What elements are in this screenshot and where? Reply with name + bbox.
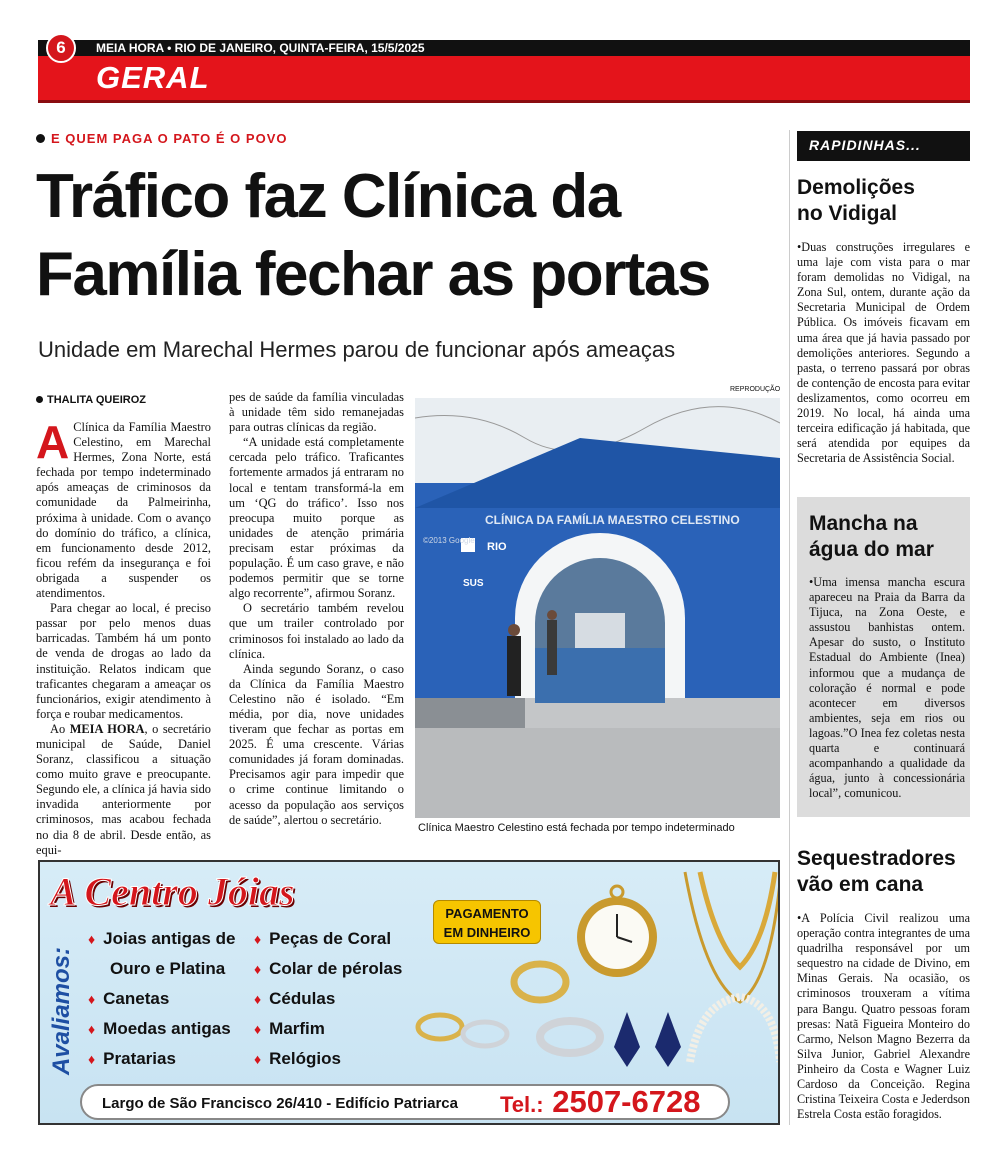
sidebar-item-body: •Uma imensa mancha escura apareceu na Praia da Barra da Tijuca, na Zona Oeste, e assustou banhistas ontem. Apesar do susto, o Instituto Estadual do Ambiente (Inea) informou que a mudança de coloração é normal e pode acontecer em diversos ambientes, seja em rios ou lagoas.”O Inea fez coletas nesta quarta e continuará acompanhando a qualidade da água, junto à concessionária local”, comunicou. (809, 575, 965, 801)
list-item-text: Cédulas (269, 989, 336, 1008)
bullet-icon (36, 134, 45, 143)
section-title: GERAL (96, 60, 210, 95)
list-item (88, 954, 235, 984)
sidebar-item-title (797, 175, 915, 227)
payment-line: PAGAMENTO (445, 906, 529, 921)
list-item-text: Pratarias (103, 1049, 176, 1068)
sidebar-tag: RAPIDINHAS... (797, 131, 970, 161)
ad-footer (80, 1084, 730, 1120)
article-paragraph: “A unidade está completamente cercada pelo tráfico. Traficantes fortemente armados já entraram no local e tentam transformá-la em um ‘QG do tráfico’. Isso nos preocupa muito porque as unidades de atenção primária precisam estar próximas da população. É um caso grave, e não podemos permitir que se torne algo recorrente”, afirmou Soranz. (229, 435, 404, 601)
phone-number: 2507-6728 (552, 1084, 701, 1119)
title-line: Sequestradores (797, 847, 956, 870)
ad-vertical-label: Avaliamos: (48, 946, 76, 1076)
photo-credit: REPRODUÇÃO (730, 386, 781, 393)
sidebar-item-title (809, 511, 934, 563)
list-item-text: Ouro e Platina (110, 959, 226, 978)
headline (36, 158, 786, 314)
ad-list-left (88, 924, 235, 1074)
photo-caption: Clínica Maestro Celestino está fechada por tempo indeterminado (418, 822, 735, 834)
title-line: Mancha na (809, 512, 918, 535)
byline (36, 394, 146, 406)
sus-logo-text: SUS (463, 578, 484, 589)
clinic-facade-illustration (415, 398, 780, 818)
sidebar-item-title (797, 846, 956, 898)
title-line: vão em cana (797, 873, 924, 896)
jewelry-illustration (370, 862, 780, 1084)
diamond-bullet-icon: ♦ (88, 991, 96, 1007)
brand-name: MEIA HORA (96, 41, 164, 55)
list-item-text: Colar de pérolas (269, 959, 403, 978)
map-watermark: ©2013 Google (423, 536, 475, 545)
ad-address: Largo de São Francisco 26/410 - Edifício Patriarca (102, 1095, 458, 1112)
kicker-text: E QUEM PAGA O PATO É O POVO (51, 131, 288, 146)
dateline: • RIO DE JANEIRO, QUINTA-FEIRA, 15/5/2025 (167, 41, 425, 55)
article-paragraph: Para chegar ao local, é preciso passar por pelo menos duas barricadas. Também há um ponto de venda de drogas ao lado da instituição. Relatos indicam que traficantes chegaram a ameaçar os funcionários, exigir atendimento à força e roubar medicamentos. (36, 601, 211, 721)
payment-line: EM DINHEIRO (443, 925, 531, 940)
list-item-text: Joias antigas de (103, 929, 236, 948)
header-dateline-row (96, 41, 425, 55)
diamond-bullet-icon: ♦ (88, 1051, 96, 1067)
diamond-bullet-icon: ♦ (254, 991, 262, 1007)
title-line: Demolições (797, 176, 915, 199)
phone-label: Tel.: (500, 1092, 544, 1117)
diamond-bullet-icon: ♦ (88, 1021, 96, 1037)
article-photo (415, 398, 780, 818)
article-paragraph (36, 416, 211, 601)
list-item-text: Moedas antigas (103, 1019, 231, 1038)
sidebar-item-body: •Duas construções irregulares e uma laje com vista para o mar foram demolidas no Vidigal, na Zona Sul, ontem, durante ação da Secretaria Municipal de Ordem Pública. Os imóveis ficavam em uma área que já havia passado por demolições anteriores. Segundo a pasta, o terreno passará por obras de contenção de encosta para evitar deslizamentos, como ocorreu em 2019. No local, há ainda uma terceira edificação já habitada, que será atendida por equipes da Secretaria de Assistência Social. (797, 240, 970, 466)
list-item-text: Peças de Coral (269, 929, 392, 948)
diamond-bullet-icon: ♦ (88, 931, 96, 947)
section-underline (38, 100, 970, 103)
ad-title: A Centro Jóias (50, 869, 295, 914)
list-item (88, 924, 235, 954)
list-item (88, 1044, 235, 1074)
ring-icon (514, 964, 566, 1000)
paragraph-text: , o secretário municipal de Saúde, Daniel Soranz, classificou a situação como muito grave e preocupante. Segundo ele, a clínica já havia sido invadida anteriormente por criminosos, mas acabou fechada no dia 8 de abril. Desde então, as equi- (36, 721, 211, 857)
facade-sign: CLÍNICA DA FAMÍLIA MAESTRO CELESTINO (485, 513, 740, 527)
list-item (88, 984, 235, 1014)
article-paragraph: Ainda segundo Soranz, o caso da Clínica da Família Maestro Celestino não é isolado. “Em média, por dia, nove unidades tiveram que fechar as portas em 2025. É uma crescente. Várias comunidades já foram dominadas. Precisamos agir para impedir que o crime continue limitando o acesso da população aos serviços de saúde”, alertou o secretário. (229, 661, 404, 827)
headline-line: Tráfico faz Clínica da (36, 162, 620, 231)
title-line: no Vidigal (797, 202, 897, 225)
article-paragraph (36, 722, 211, 858)
brand-mention: MEIA HORA (69, 721, 145, 736)
sapphire-earring-icon (614, 1012, 640, 1067)
jewelry-advertisement (38, 860, 780, 1125)
pearl-necklace-icon (690, 997, 780, 1062)
subhead: Unidade em Marechal Hermes parou de funcionar após ameaças (38, 337, 676, 362)
paragraph-text: Ao (50, 721, 70, 736)
sidebar-item-body: •A Polícia Civil realizou uma operação contra integrantes de uma quadrilha responsável por um sequestro na cidade de Divino, em Minas Gerais. Na ocasião, os criminosos trouxeram a vítima para Bangu. Quatro pessoas foram presas: Natã Figueira Monteiro do Carmo, Nelson Magno Bezerra da Silva Junior, Gabriel Alexandre Pinheiro da Costa e Wagner Luiz Cardoso da Conceição. Regina Cristina Teixeira Costa e Jederdson Estrela Costa estão foragidos. (797, 911, 970, 1122)
article-paragraph: O secretário também revelou que um trailer controlado por criminosos foi instalado ao lado da clínica. (229, 601, 404, 661)
article-column-2 (229, 390, 404, 828)
page-number: 6 (46, 33, 76, 63)
diamond-bullet-icon: ♦ (254, 931, 262, 947)
drop-cap: A (36, 416, 70, 468)
title-line: água do mar (809, 538, 934, 561)
list-item-text: Marfim (269, 1019, 325, 1038)
headline-line: Família fechar as portas (36, 240, 710, 309)
diamond-bullet-icon: ♦ (254, 1021, 262, 1037)
diamond-bullet-icon: ♦ (254, 1051, 262, 1067)
gold-chain-icon (700, 872, 775, 967)
byline-author: THALITA QUEIROZ (47, 394, 146, 406)
list-item-text: Relógios (269, 1049, 341, 1068)
diamond-bullet-icon: ♦ (254, 961, 262, 977)
article-paragraph: pes de saúde da família vinculadas à unidade têm sido remanejadas para outras clínicas da região. (229, 390, 404, 435)
article-column-1 (36, 416, 211, 858)
list-item (88, 1014, 235, 1044)
bullet-icon (36, 396, 43, 403)
article-paragraph-text: Clínica da Família Maestro Celestino, em Marechal Hermes, Zona Norte, está fechada por tempo indeterminado após ameaças de criminosos da comunidade da Palmeirinha, próxima à unidade. Com o avanço do domínio do tráfico, a clínica, em funcionamento desde 2012, ficou refém da insegurança e foi obrigada a suspender os atendimentos. (36, 420, 211, 601)
list-item-text: Canetas (103, 989, 170, 1008)
kicker (36, 131, 287, 146)
sidebar-divider (789, 130, 790, 1125)
ad-phone (500, 1084, 700, 1120)
rio-logo-text: RIO (487, 541, 507, 553)
